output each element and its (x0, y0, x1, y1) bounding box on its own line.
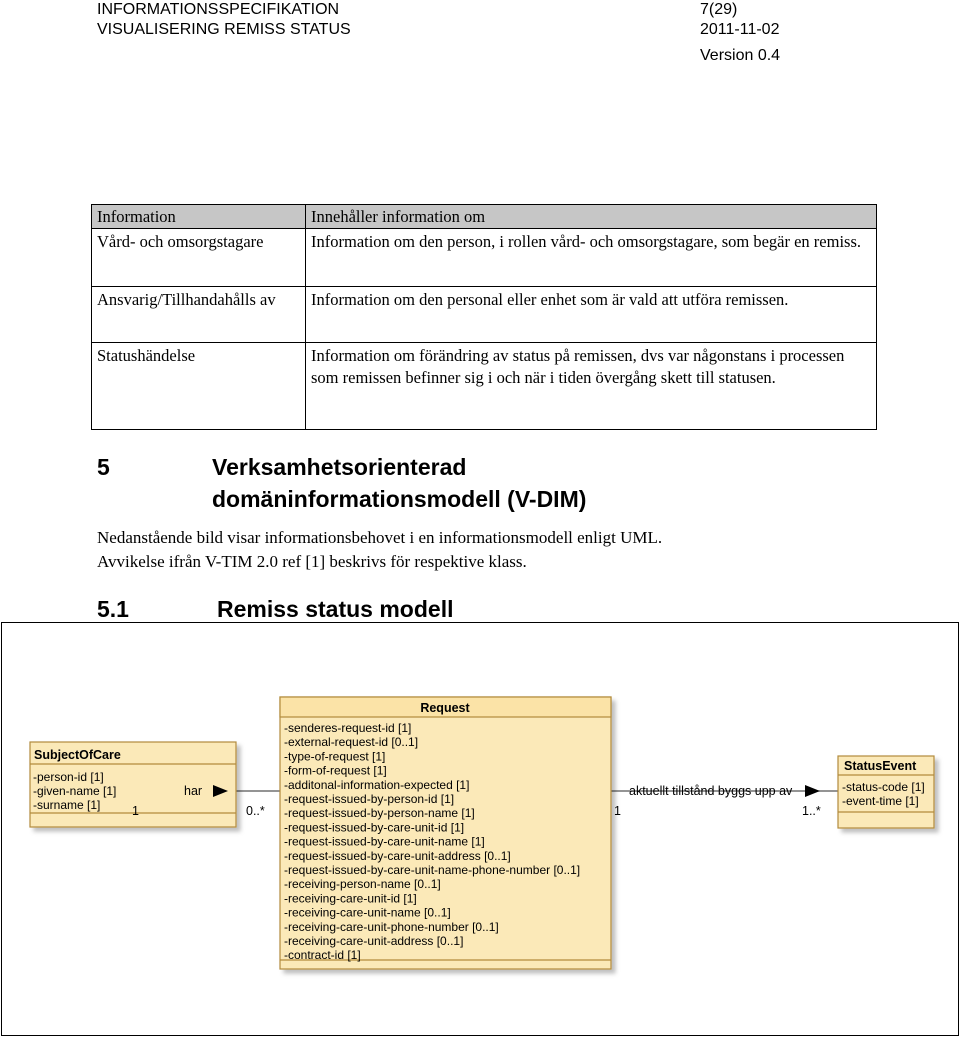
uml-diagram-canvas (2, 623, 958, 1035)
table-header-cell: Innehåller information om (306, 205, 877, 229)
information-table (91, 204, 877, 430)
multiplicity-label: 1 (132, 804, 139, 818)
table-cell-desc: Information om förändring av status på remissen, dvs var någonstans i processen som remissen befinner sig i och när i tiden övergång skett till statusen. (306, 343, 877, 430)
paragraph-line: Avvikelse ifrån V-TIM 2.0 ref [1] beskrivs för respektive klass. (97, 552, 527, 571)
table-row (92, 229, 877, 287)
class-attribute: -receiving-care-unit-address [0..1] (284, 934, 464, 948)
section-5-1-number: 5.1 (97, 596, 129, 622)
class-name-subjectofcare: SubjectOfCare (34, 748, 121, 762)
multiplicity-label: 1 (614, 804, 621, 818)
class-attribute: -contract-id [1] (284, 948, 361, 963)
class-attribute: -receiving-care-unit-name [0..1] (284, 905, 451, 920)
table-cell-desc: Information om den person, i rollen vård- och omsorgstagare, som begär en remiss. (306, 229, 877, 287)
table-cell-name: Vård- och omsorgstagare (92, 229, 306, 287)
section-5-1-title: Remiss status modell (217, 596, 454, 622)
document-date: 2011-11-02 (700, 21, 780, 38)
table-cell-name: Statushändelse (92, 343, 306, 430)
class-attribute: -request-issued-by-person-name [1] (284, 806, 475, 821)
class-attribute: -receiving-person-name [0..1] (284, 877, 441, 892)
uml-diagram (1, 622, 959, 1036)
class-attribute: -person-id [1] (33, 770, 104, 784)
section-5-title-line1: Verksamhetsorienterad (212, 454, 467, 480)
direction-arrow-icon (805, 785, 820, 797)
class-attribute: -request-issued-by-care-unit-id [1] (284, 820, 465, 835)
association-label-status: aktuellt tillstånd byggs upp av (629, 784, 793, 798)
multiplicity-label: 0..* (246, 804, 265, 818)
table-row (92, 343, 877, 430)
section-5-paragraph (97, 526, 877, 574)
class-attribute: -external-request-id [0..1] (284, 735, 419, 750)
table-header-row (92, 205, 877, 229)
table-row (92, 287, 877, 343)
class-attribute: -event-time [1] (842, 794, 919, 808)
class-name-statusevent: StatusEvent (844, 759, 917, 773)
table-cell-desc: Information om den personal eller enhet som är vald att utföra remissen. (306, 287, 877, 343)
class-attribute: -senderes-request-id [1] (284, 721, 412, 735)
document-version: Version 0.4 (700, 47, 781, 64)
class-attribute: -receiving-care-unit-id [1] (284, 891, 417, 906)
document-subtitle: VISUALISERING REMISS STATUS (97, 21, 351, 38)
table-header-cell: Information (92, 205, 306, 229)
page-number: 7(29) (700, 1, 738, 18)
class-attribute: -request-issued-by-care-unit-name-phone-number [0..1] (284, 863, 581, 877)
class-attribute: -form-of-request [1] (284, 763, 387, 778)
class-attribute: -given-name [1] (33, 784, 117, 798)
association-label-har: har (184, 784, 203, 798)
class-attribute: -surname [1] (33, 798, 101, 812)
class-attribute: -status-code [1] (842, 780, 925, 794)
class-attribute: -type-of-request [1] (284, 749, 386, 764)
multiplicity-label: 1..* (802, 804, 821, 818)
section-5-number: 5 (97, 454, 110, 480)
class-attribute: -receiving-care-unit-phone-number [0..1] (284, 919, 499, 934)
section-5-title-line2: domäninformationsmodell (V-DIM) (212, 486, 587, 512)
class-attribute: -request-issued-by-care-unit-address [0..1] (284, 848, 511, 863)
class-attribute: -additonal-information-expected [1] (284, 777, 470, 792)
class-attribute: -request-issued-by-care-unit-name [1] (284, 834, 485, 849)
table-cell-name: Ansvarig/Tillhandahålls av (92, 287, 306, 343)
class-name-request: Request (420, 701, 470, 715)
statusevent-attributes (842, 780, 925, 808)
paragraph-line: Nedanstående bild visar informationsbehovet i en informationsmodell enligt UML. (97, 528, 663, 547)
document-title: INFORMATIONSSPECIFIKATION (97, 1, 340, 18)
class-attribute: -request-issued-by-person-id [1] (284, 792, 455, 806)
